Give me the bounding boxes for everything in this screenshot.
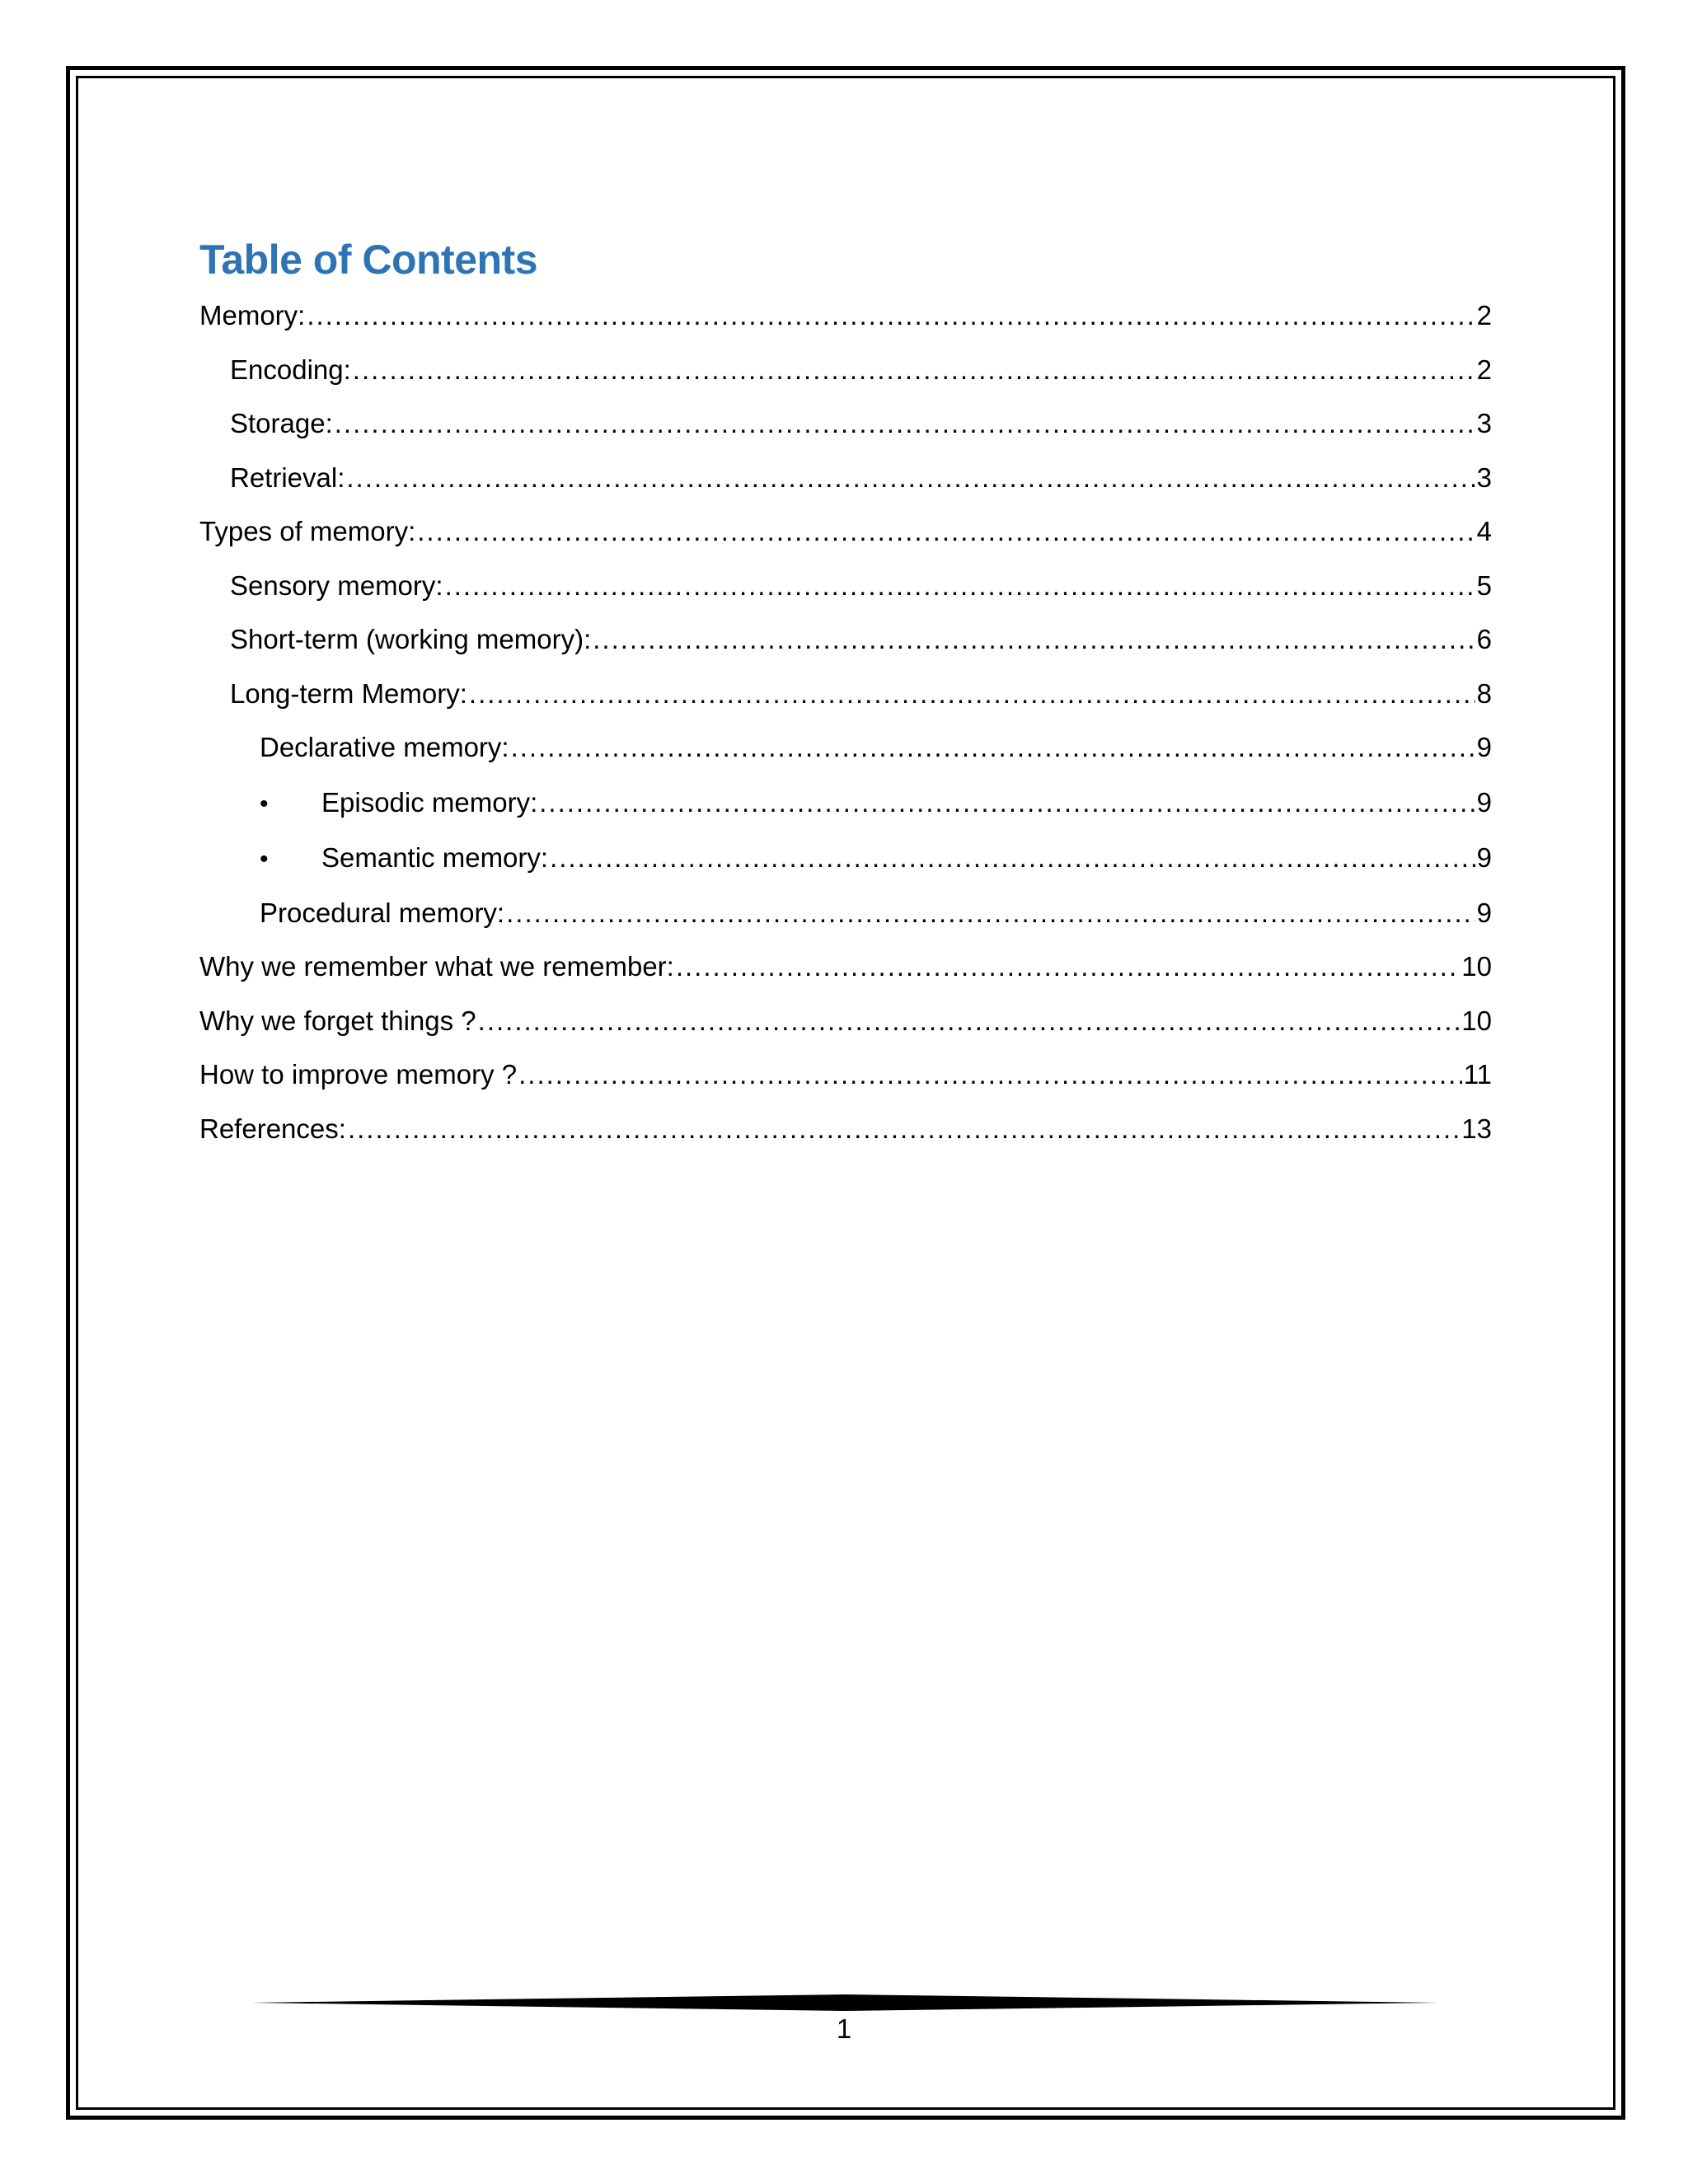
toc-entry[interactable] [199,830,1492,886]
toc-entry[interactable] [199,667,1492,721]
toc-dot-leader [539,775,1475,831]
toc-entry[interactable] [199,559,1492,613]
toc-entry[interactable] [199,451,1492,505]
toc-entry-page: 11 [1463,1059,1492,1090]
toc-section [199,231,1492,1155]
toc-entry-label: Sensory memory: [230,569,443,601]
toc-entry-label: Long-term Memory: [230,677,467,709]
toc-entry-page: 8 [1476,677,1492,709]
bullet-icon: • [260,790,269,818]
toc-entry-page: 10 [1461,1005,1492,1036]
toc-entry-label: How to improve memory ? [199,1059,518,1090]
toc-entry-label: Storage: [230,408,333,438]
toc-dot-leader [417,504,1475,559]
toc-list [199,288,1492,1155]
toc-entry[interactable] [199,1102,1492,1156]
toc-entry[interactable] [199,396,1492,451]
toc-title: Table of Contents [199,237,538,283]
toc-entry[interactable] [199,288,1492,343]
toc-entry-page: 5 [1476,569,1492,601]
toc-dot-leader [506,886,1475,940]
toc-dot-leader [353,343,1475,397]
toc-entry-label: Encoding: [230,354,351,385]
toc-dot-leader [469,667,1475,721]
toc-entry-label: Procedural memory: [260,897,505,928]
toc-entry-page: 3 [1476,408,1492,438]
toc-entry-label: References: [199,1113,346,1144]
toc-dot-leader [346,451,1475,505]
toc-entry-page: 9 [1476,897,1492,928]
toc-entry[interactable] [199,720,1492,775]
toc-entry-label: Memory: [199,300,306,330]
toc-entry[interactable] [199,775,1492,831]
toc-entry-page: 9 [1476,842,1492,873]
toc-entry[interactable] [199,504,1492,559]
toc-dot-leader [518,1047,1462,1102]
toc-entry[interactable] [199,1047,1492,1102]
toc-entry-label: Declarative memory: [260,732,509,762]
toc-entry-page: 2 [1476,300,1492,330]
toc-entry-page: 9 [1476,732,1492,762]
toc-entry-label: Types of memory: [199,516,416,546]
toc-entry-label: Short-term (working memory): [230,624,592,654]
toc-entry-label: Retrieval: [230,462,345,493]
toc-entry[interactable] [199,886,1492,940]
toc-entry[interactable] [199,994,1492,1048]
page-number: 1 [836,2013,852,2044]
toc-entry-page: 10 [1461,951,1492,982]
toc-entry-label: Why we remember what we remember: [199,951,674,982]
toc-entry-label: Why we forget things ? [199,1005,476,1036]
toc-dot-leader [335,396,1475,451]
toc-entry-page: 13 [1461,1113,1492,1144]
toc-dot-leader [307,288,1475,343]
toc-dot-leader [593,612,1475,667]
toc-dot-leader [348,1102,1460,1156]
toc-entry-page: 3 [1476,462,1492,493]
toc-entry-label: Semantic memory: [321,842,549,873]
toc-dot-leader [511,720,1475,775]
toc-entry-page: 6 [1476,624,1492,654]
toc-dot-leader [676,940,1460,994]
toc-entry[interactable] [199,612,1492,667]
toc-entry-page: 9 [1476,786,1492,818]
toc-entry-page: 2 [1476,354,1492,385]
toc-entry[interactable] [199,343,1492,397]
toc-dot-leader [445,559,1475,613]
toc-entry[interactable] [199,940,1492,994]
toc-dot-leader [478,994,1461,1048]
toc-entry-label: Episodic memory: [321,786,538,818]
toc-dot-leader [550,830,1475,886]
bullet-icon: • [260,846,269,873]
toc-entry-page: 4 [1476,516,1492,546]
